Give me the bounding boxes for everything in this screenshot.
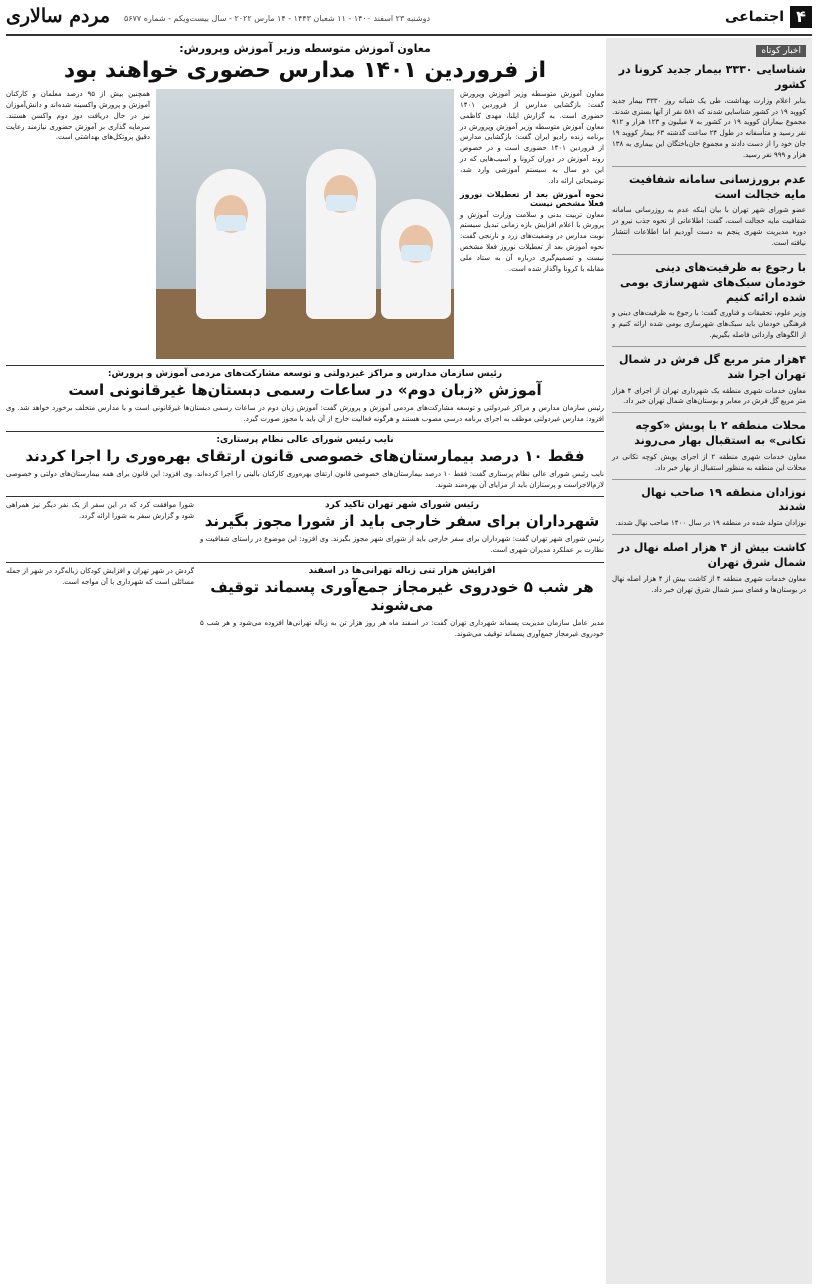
brief-body: معاون خدمات شهری منطقه ۲ از اجرای پویش کوچه تکانی در محلات این منطقه به منظور استقبال از بهار خبر داد. xyxy=(612,452,806,472)
student-figure xyxy=(381,199,451,319)
brief-title: عدم برورزسانی سامانه شفافیت مایه خجالت است xyxy=(629,172,806,201)
article-headline: آموزش «زبان دوم» در ساعات رسمی دبستان‌ها غیرقانونی است xyxy=(68,381,542,399)
article-kicker: نایب رئیس شورای عالی نظام پرستاری: xyxy=(216,434,394,445)
lead-paragraph: همچنین بیش از ۹۵ درصد معلمان و کارکنان آموزش و پرورش واکسینه شده‌اند و دانش‌آموزان نیز در حال دریافت دوز دوم واکسن هستند. سرمایه گذاری بر آموزش حضوری نیازمند رعایت دقیق پروتکل‌های بهداشتی است. xyxy=(6,90,150,142)
brief-body: معاون خدمات شهری منطقه ۴ از کاشت بیش از ۴ هزار اصله نهال در بوستان‌ها و فضای سبز شمال شرق تهران خبر داد. xyxy=(612,574,806,594)
brief-body: وزیر علوم، تحقیقات و فناوری گفت: با رجوع به ظرفیت‌های دینی و فرهنگی خودمان باید سبک‌های شهرسازی بومی شده ارائه کنیم و از الگوهای وارداتی فاصله بگیریم. xyxy=(612,309,806,340)
lead-paragraph: معاون آموزش متوسطه وزیر آموزش وپرورش گفت: بازگشایی مدارس از فروردین ۱۴۰۱ حضوری است. به گزارش ایلنا، مهدی کاظمی معاون آموزش متوسطه وزیر آموزش وپرورش در برنامه زنده رادیو ایران گفت: بازگشایی مدارس از فروردین ۱۴۰۱ حضوری است و در خصوص روند آموزش در دوران کرونا و آسیب‌هایی که در این دو سال به سیستم آموزشی وارد شد، توضیحاتی ارائه داد. xyxy=(460,90,604,185)
article-kicker: رئیس سازمان مدارس و مراکز غیردولتی و توسعه مشارکت‌های مردمی آموزش و پرورش: xyxy=(107,369,503,379)
divider xyxy=(612,534,806,535)
lead-headline: از فروردین ۱۴۰۱ مدارس حضوری خواهند بود xyxy=(63,58,547,83)
brief-title: محلات منطقه ۲ با پویش «کوچه تکانی» به استقبال بهار می‌روند xyxy=(634,419,806,448)
article-side-column: شورا موافقت کرد که در این سفر از یک نفر دیگر نیز همراهی شود و گزارش سفر به شورا ارائه گردد. xyxy=(6,501,194,521)
article-headline: فقط ۱۰ درصد بیمارستان‌های خصوصی قانون ارتقای بهره‌وری را اجرا کردند xyxy=(25,446,585,465)
schoolgirls-photo xyxy=(156,89,454,359)
lead-subheading: نحوه آموزش بعد از تعطیلات نوروز فعلا مشخص نیست xyxy=(460,189,604,208)
brief-body: بنابر اعلام وزارت بهداشت، طی یک شبانه روز ۳۳۳۰ بیمار جدید کووید ۱۹ در کشور شناسایی شدند که ۵۸۱ نفر از آنها بستری شدند. مجموع بیماران کووید ۱۹ در کشور به ۷ میلیون و ۱۲۳ هزار و ۹۱۲ نفر رسید و متأسفانه در طول ۲۴ ساعت گذشته ۶۳ بیمار کووید ۱۹ جان خود را از دست دادند و مجموع جان‌باختگان این بیماری به ۱۳۸ هزار و ۹۹۹ نفر رسید. xyxy=(612,96,806,159)
article-nursing xyxy=(6,431,604,491)
face-mask xyxy=(216,215,246,231)
divider xyxy=(612,166,806,167)
divider xyxy=(612,479,806,480)
brief-title: شناسایی ۳۳۳۰ بیمار جدید کرونا در کشور xyxy=(618,63,806,91)
article-second-language xyxy=(6,365,604,425)
newspaper-logo: مردم سالاری xyxy=(6,5,111,27)
brief-body: عضو شورای شهر تهران با بیان اینکه عدم به روزرسانی سامانه شفافیت مایه خجالت است، گفت: اطلاعاتی از نحوه جذب نیرو در دوره مدیریت شهری پنجم به دست آوردیم اما اطلاعات انتشار نیافته است. xyxy=(612,206,806,247)
article-city-council xyxy=(6,496,604,556)
article-body: مدیر عامل سازمان مدیریت پسماند شهرداری تهران گفت: در اسفند ماه هر روز هزار تن به زباله تهرانی‌ها افزوده می‌شود و هر شب ۵ خودروی غیرمجاز جمع‌آوری پسماند توقیف می‌شوند. xyxy=(200,619,604,638)
article-headline: هر شب ۵ خودروی غیرمجاز جمع‌آوری پسماند توقیف می‌شوند xyxy=(210,578,594,615)
sidebar-tag: اخبار کوتاه xyxy=(756,45,806,57)
main-content xyxy=(6,38,604,1284)
face-mask xyxy=(326,195,356,211)
lead-paragraph: معاون تربیت بدنی و سلامت وزارت آموزش و پرورش با اعلام افزایش بازه زمانی تبدیل سیستم نوبت مدارس در وضعیت‌های زرد و نارنجی گفت: نحوه آموزش بعد از تعطیلات نوروز فعلا مشخص نیست و تصمیم‌گیری درباره آن به ستاد ملی مقابله با کرونا واگذار شده است. xyxy=(460,210,604,273)
brief-title: با رجوع به ظرفیت‌های دینی خودمان سبک‌های شهرسازی بومی شده ارائه کنیم xyxy=(620,260,806,304)
dateline: دوشنبه ۲۳ اسفند ۱۴۰۰ - ۱۱ شعبان ۱۴۴۳ - ۱۴ مارس ۲۰۲۲ - سال بیست‌ویکم - شماره ۵۶۷۷ xyxy=(124,14,431,23)
lead-columns xyxy=(6,89,604,359)
student-figure xyxy=(196,169,266,319)
article-headline: شهرداران برای سفر خارجی باید از شورا مجوز بگیرند xyxy=(204,512,600,531)
article-body: رئیس شورای شهر تهران گفت: شهرداران برای سفر خارجی باید از شورای شهر مجوز بگیرند. وی افزود: این موضوع در راستای شفافیت و نظارت بر عملکرد مدیران شهری است. xyxy=(200,535,604,555)
divider xyxy=(612,346,806,347)
article-side-column: گردش در شهر تهران و افزایش کودکان زباله‌گرد در شهر از جمله مسائلی است که شهرداری با آن مواجه است. xyxy=(6,567,194,586)
article-body: نایب رئیس شورای عالی نظام پرستاری گفت: فقط ۱۰ درصد بیمارستان‌های خصوصی قانون ارتقای بهره‌وری کارکنان بالینی را اجرا کرده‌اند. وی افزود: این قانون برای همه بیمارستان‌های دولتی و خصوصی لازم‌الاجراست و پرستاران باید از مزایای آن بهره‌مند شوند. xyxy=(6,469,604,489)
page-header xyxy=(6,4,812,36)
article-kicker: رئیس شورای شهر تهران تاکید کرد xyxy=(324,500,480,511)
lead-column xyxy=(460,89,604,359)
page-number: ۴ xyxy=(790,6,812,28)
student-figure xyxy=(306,149,376,319)
article-kicker: افزایش هزار تنی زباله تهرانی‌ها در اسفند xyxy=(308,566,496,577)
face-mask xyxy=(401,245,431,261)
brief-body: معاون خدمات شهری منطقه یک شهرداری تهران از اجرای ۴ هزار متر مربع گل فرش در معابر و بوستان‌های شمال تهران خبر داد. xyxy=(612,386,806,406)
brief-title: نوزادان منطقه ۱۹ صاحب نهال شدند xyxy=(641,485,806,514)
brief-title: کاشت بیش از ۴ هزار اصله نهال در شمال شرق تهران xyxy=(618,541,806,569)
brief-body: نوزادان متولد شده در منطقه ۱۹ در سال ۱۴۰۰ صاحب نهال شدند. xyxy=(615,519,806,528)
brief-title: ۴هزار متر مربع گل فرش در شمال تهران اجرا شد xyxy=(619,352,806,381)
section-title: اجتماعی xyxy=(725,9,784,25)
article-body: رئیس سازمان مدارس و مراکز غیردولتی و توسعه مشارکت‌های مردمی آموزش و پرورش گفت: آموزش زبان دوم در ساعات رسمی دبستان‌ها غیرقانونی است و با مدارس متخلف برخورد خواهد شد. وی افزود: مدارس غیردولتی موظف به اجرای برنامه درسی مصوب هستند و هرگونه فعالیت خارج از آن باید با مجوز صورت گیرد. xyxy=(6,404,604,423)
news-brief-sidebar xyxy=(606,38,812,1284)
divider xyxy=(612,254,806,255)
lead-kicker: معاون آموزش متوسطه وزیر آموزش وپرورش: xyxy=(179,42,431,55)
divider xyxy=(612,412,806,413)
article-waste xyxy=(6,562,604,640)
lead-column xyxy=(6,89,150,359)
